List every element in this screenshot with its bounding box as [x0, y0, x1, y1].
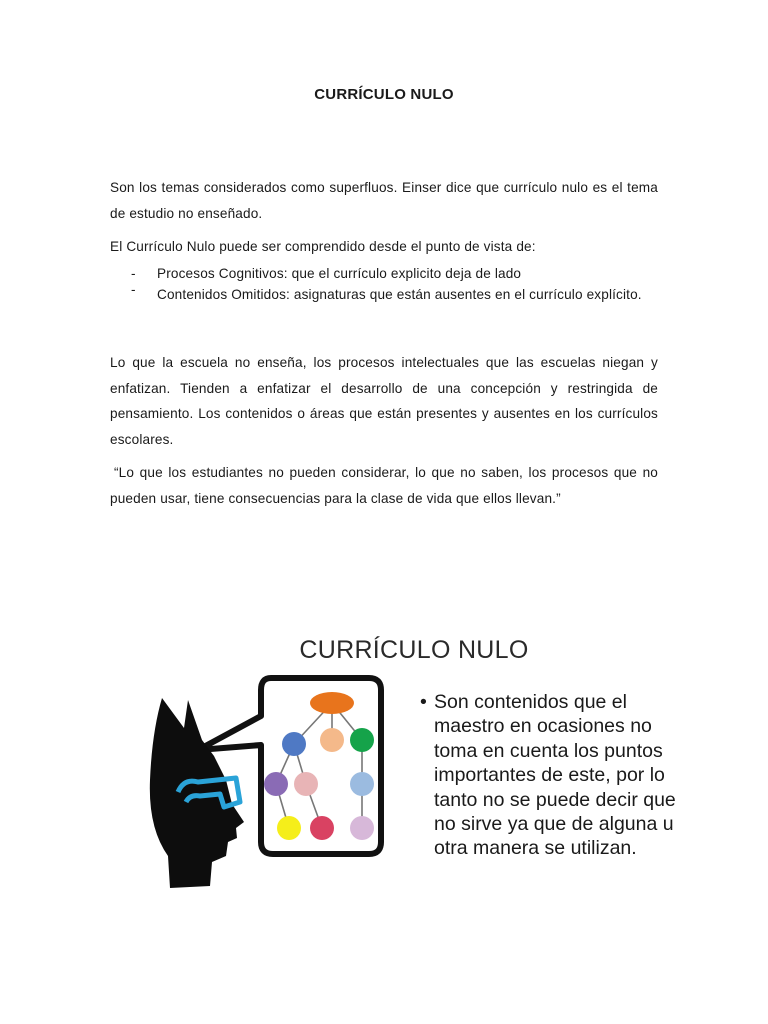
paragraph-explanation: Lo que la escuela no enseña, los procesos intelectuales que las escuelas niegan y enfatizan. Tienden a enfatizar el desarrollo de una concepción y restringida de pensamiento. Los contenidos o áreas que están presentes y ausentes en los currículos escolares.	[110, 355, 658, 447]
slide-bullet-text: Son contenidos que el maestro en ocasiones no toma en cuenta los puntos importantes de este, por lo tanto no se puede decir que no sirve ya que de alguna u otra manera se utilizan.	[434, 691, 676, 860]
list-item	[110, 266, 658, 282]
thinking-head-illustration	[140, 670, 410, 897]
concept-node-icon	[264, 772, 288, 796]
head-silhouette-icon	[150, 698, 244, 888]
concept-node-icon	[320, 728, 344, 752]
slide-bullet	[420, 690, 680, 861]
concept-node-icon	[294, 772, 318, 796]
concept-node-icon	[350, 772, 374, 796]
quote-paragraph: “Lo que los estudiantes no pueden considerar, lo que no saben, los procesos que no pueden usar, tiene consecuencias para la clase de vida que ellos llevan.”	[110, 465, 658, 506]
document-title: CURRÍCULO NULO	[314, 86, 454, 103]
list-item-text: Procesos Cognitivos: que el currículo explicito deja de lado	[157, 265, 522, 281]
list-item	[110, 282, 658, 308]
concept-node-icon	[277, 816, 301, 840]
list-dash: -	[131, 281, 136, 297]
concept-node-icon	[350, 728, 374, 752]
bullet-marker: •	[420, 691, 427, 713]
concept-node-icon	[310, 816, 334, 840]
document-body	[110, 175, 658, 511]
list-dash: -	[131, 265, 136, 281]
concept-node-icon	[350, 816, 374, 840]
viewpoint-list	[110, 266, 658, 308]
paragraph-definition: Son los temas considerados como superfluos. Einser dice que currículo nulo es el tema de estudio no enseñado.	[110, 180, 658, 221]
list-item-text: Contenidos Omitidos: asignaturas que están ausentes en el currículo explícito.	[157, 286, 642, 302]
head-with-thought-bubble-icon	[140, 670, 410, 892]
concept-node-icon	[282, 732, 306, 756]
concept-node-icon	[310, 692, 354, 714]
paragraph-viewpoint: El Currículo Nulo puede ser comprendido desde el punto de vista de:	[110, 239, 536, 254]
slide-title: CURRÍCULO NULO	[299, 636, 529, 664]
